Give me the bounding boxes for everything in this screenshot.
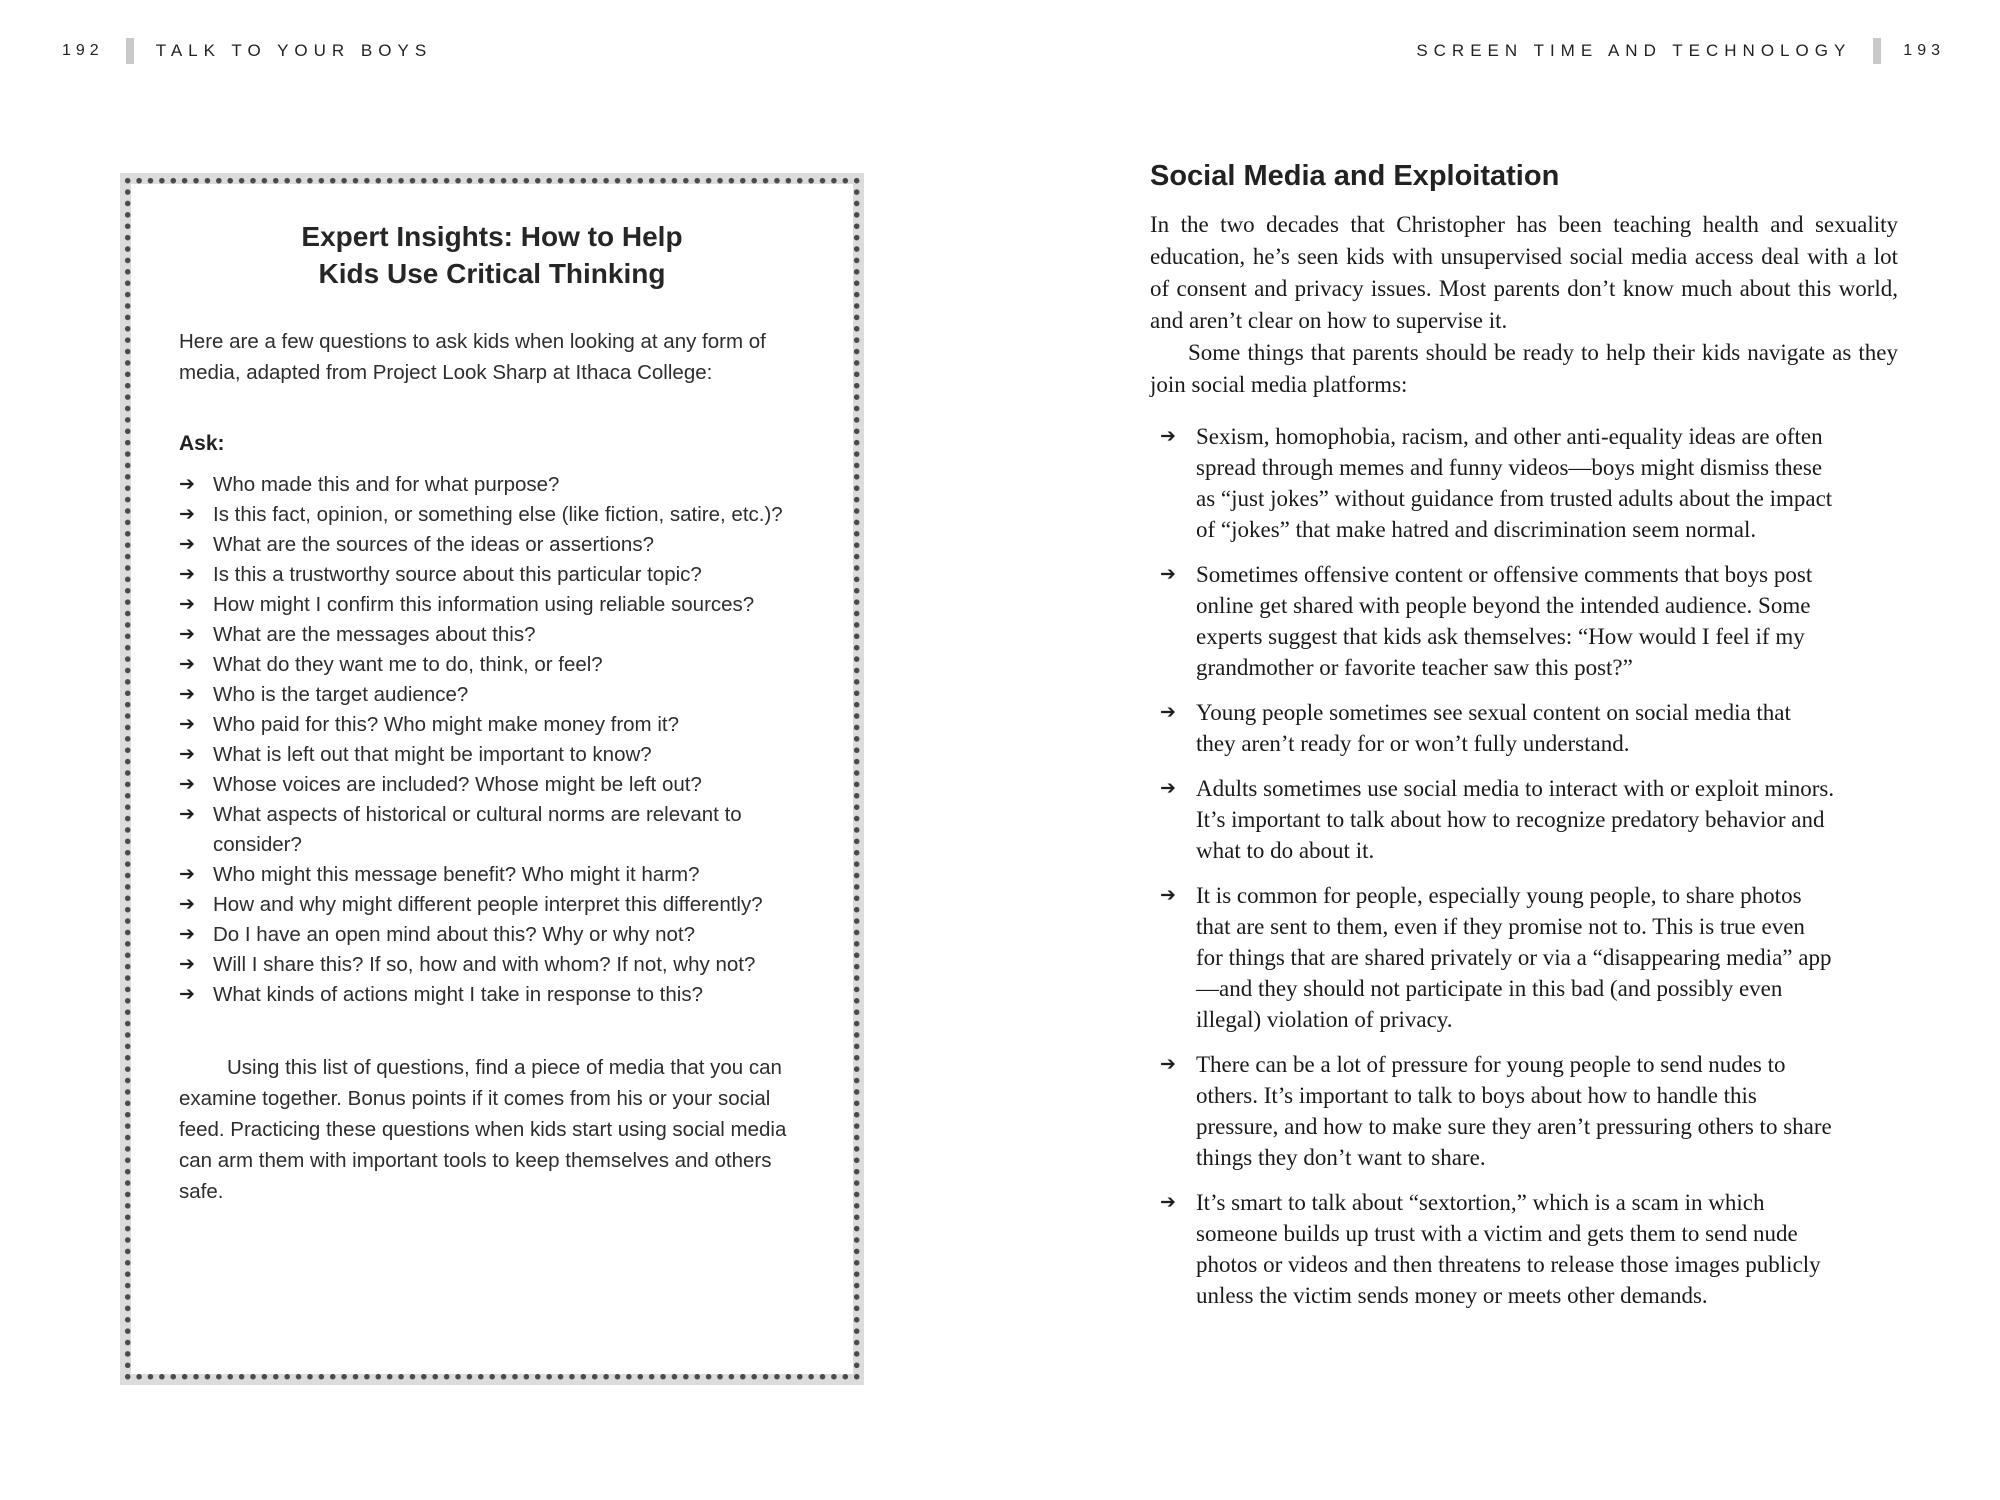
bullet-item: [1160, 559, 1898, 683]
arrow-bullet-icon: ➔: [1160, 702, 1176, 723]
arrow-bullet-icon: ➔: [179, 984, 195, 1005]
question-text: Is this fact, opinion, or something else (like fiction, satire, etc.)?: [213, 503, 783, 526]
box-closing-paragraph: Using this list of questions, find a piece of media that you can examine together. Bonus points if it comes from his or your social feed. Practicing these questions when kids start using social media can arm them with important tools to keep themselves and others safe.: [179, 1056, 787, 1203]
question-item: [179, 680, 805, 710]
bullet-item: [1160, 697, 1898, 759]
question-item: [179, 500, 805, 530]
social-media-bullet-list: [1150, 421, 1898, 1311]
question-text: Who might this message benefit? Who might it harm?: [213, 863, 700, 886]
box-title-line2: Kids Use Critical Thinking: [318, 258, 666, 289]
bullet-text: Adults sometimes use social media to interact with or exploit minors. It’s important to talk about how to recognize predatory behavior and what to do about it.: [1196, 776, 1835, 863]
question-item: [179, 980, 805, 1010]
question-item: [179, 800, 805, 860]
question-text: Who paid for this? Who might make money from it?: [213, 713, 679, 736]
left-page-header: [62, 38, 432, 64]
bullet-text: It’s smart to talk about “sextortion,” which is a scam in which someone builds up trust with a victim and gets them to send nude photos or videos and then threatens to release those images publicly unless the victim sends money or meets other demands.: [1196, 1190, 1821, 1308]
bullet-item: [1160, 773, 1898, 866]
header-divider-bar: [1873, 38, 1881, 64]
question-text: What kinds of actions might I take in response to this?: [213, 983, 703, 1006]
right-page-number: 193: [1903, 42, 1945, 59]
bullet-text: Young people sometimes see sexual content on social media that they aren’t ready for or won’t fully understand.: [1196, 700, 1791, 756]
bullet-text: Sometimes offensive content or offensive comments that boys post online get shared with people beyond the intended audience. Some experts suggest that kids ask themselves: “How would I feel if my grandmother or favorite teacher saw this post?”: [1196, 562, 1813, 680]
question-item: [179, 920, 805, 950]
arrow-bullet-icon: ➔: [1160, 778, 1176, 799]
question-item: [179, 860, 805, 890]
questions-list: [179, 470, 805, 1010]
bullet-text: There can be a lot of pressure for young people to send nudes to others. It’s important to talk to boys about how to handle this pressure, and how to make sure they aren’t pressuring others to share things they don’t want to share.: [1196, 1052, 1832, 1170]
question-text: Do I have an open mind about this? Why or why not?: [213, 923, 696, 946]
ask-label: Ask:: [179, 432, 225, 455]
right-running-head: SCREEN TIME AND TECHNOLOGY: [1416, 41, 1852, 60]
left-page-number: 192: [62, 42, 104, 59]
arrow-bullet-icon: ➔: [179, 804, 195, 825]
box-intro-paragraph: Here are a few questions to ask kids when looking at any form of media, adapted from Project Look Sharp at Ithaca College:: [179, 330, 766, 384]
question-text: How and why might different people interpret this differently?: [213, 893, 763, 916]
expert-insights-box-inner: [131, 184, 853, 1374]
arrow-bullet-icon: ➔: [179, 504, 195, 525]
arrow-bullet-icon: ➔: [179, 564, 195, 585]
arrow-bullet-icon: ➔: [179, 714, 195, 735]
left-running-head: TALK TO YOUR BOYS: [155, 41, 433, 60]
box-title-line1: Expert Insights: How to Help: [301, 221, 683, 252]
lead-in-paragraph: Some things that parents should be ready to help their kids navigate as they join social media platforms:: [1150, 340, 1898, 397]
intro-paragraph: In the two decades that Christopher has been teaching health and sexuality education, he’s seen kids with unsupervised social media access deal with a lot of consent and privacy issues. Most parents don’t know much about this world, and aren’t clear on how to supervise it.: [1150, 212, 1898, 333]
arrow-bullet-icon: ➔: [179, 924, 195, 945]
arrow-bullet-icon: ➔: [179, 684, 195, 705]
box-title: [179, 218, 805, 292]
question-text: Whose voices are included? Whose might be left out?: [213, 773, 702, 796]
expert-insights-box: [120, 173, 864, 1385]
question-item: [179, 770, 805, 800]
question-text: Is this a trustworthy source about this particular topic?: [213, 563, 702, 586]
bullet-item: [1160, 1187, 1898, 1311]
question-text: How might I confirm this information using reliable sources?: [213, 593, 755, 616]
question-item: [179, 590, 805, 620]
arrow-bullet-icon: ➔: [1160, 1054, 1176, 1075]
arrow-bullet-icon: ➔: [1160, 426, 1176, 447]
arrow-bullet-icon: ➔: [179, 594, 195, 615]
arrow-bullet-icon: ➔: [179, 894, 195, 915]
question-text: Who made this and for what purpose?: [213, 473, 560, 496]
right-page-header: [1416, 38, 1945, 64]
bullet-text: It is common for people, especially young people, to share photos that are sent to them, even if they promise not to. This is true even for things that are shared privately or via a “disappearing media” app—and they should not participate in this bad (and possibly even illegal) violation of privacy.: [1196, 883, 1832, 1032]
question-item: [179, 710, 805, 740]
arrow-bullet-icon: ➔: [179, 864, 195, 885]
arrow-bullet-icon: ➔: [179, 624, 195, 645]
arrow-bullet-icon: ➔: [179, 654, 195, 675]
bullet-item: [1160, 1049, 1898, 1173]
arrow-bullet-icon: ➔: [179, 774, 195, 795]
question-text: Will I share this? If so, how and with whom? If not, why not?: [213, 953, 756, 976]
arrow-bullet-icon: ➔: [1160, 885, 1176, 906]
question-text: Who is the target audience?: [213, 683, 469, 706]
question-text: What is left out that might be important to know?: [213, 743, 652, 766]
question-item: [179, 650, 805, 680]
arrow-bullet-icon: ➔: [179, 474, 195, 495]
arrow-bullet-icon: ➔: [179, 954, 195, 975]
right-page-column: [1150, 160, 1898, 1325]
question-item: [179, 530, 805, 560]
question-item: [179, 470, 805, 500]
question-text: What are the sources of the ideas or assertions?: [213, 533, 654, 556]
arrow-bullet-icon: ➔: [179, 744, 195, 765]
question-item: [179, 740, 805, 770]
question-text: What are the messages about this?: [213, 623, 536, 646]
arrow-bullet-icon: ➔: [1160, 564, 1176, 585]
question-item: [179, 890, 805, 920]
bullet-text: Sexism, homophobia, racism, and other anti-equality ideas are often spread through memes and funny videos—boys might dismiss these as “just jokes” without guidance from trusted adults about the impact of “jokes” that make hatred and discrimination seem normal.: [1196, 424, 1833, 542]
header-divider-bar: [126, 38, 134, 64]
arrow-bullet-icon: ➔: [1160, 1192, 1176, 1213]
arrow-bullet-icon: ➔: [179, 534, 195, 555]
bullet-item: [1160, 421, 1898, 545]
question-item: [179, 950, 805, 980]
question-text: What do they want me to do, think, or feel?: [213, 653, 603, 676]
bullet-item: [1160, 880, 1898, 1035]
question-item: [179, 620, 805, 650]
section-title: Social Media and Exploitation: [1150, 160, 1560, 192]
question-item: [179, 560, 805, 590]
question-text: What aspects of historical or cultural norms are relevant to consider?: [213, 803, 742, 856]
